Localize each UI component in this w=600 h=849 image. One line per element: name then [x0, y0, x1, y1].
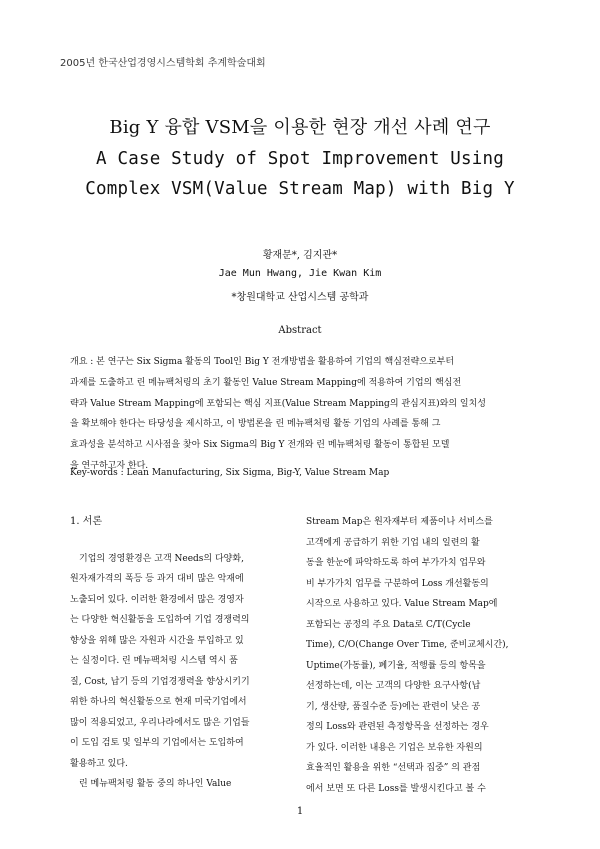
body-line: 에서 보면 또 다른 Loss를 발생시킨다고 볼 수 [306, 783, 486, 794]
body-line: 활용하고 있다. [70, 758, 128, 769]
body-line: 위한 하나의 혁신활동으로 현재 미국기업에서 [70, 697, 247, 707]
body-line: 비 부가가치 업무를 구분하여 Loss 개선활동의 [306, 578, 489, 589]
left-column [70, 512, 296, 795]
abstract-line: 과제를 도출하고 린 메뉴팩처링의 초기 활동인 Value Stream Mapping에 적용하여 기업의 핵심전 [70, 377, 462, 388]
body-line: 고객에게 공급하기 위한 기업 내의 일련의 활 [306, 537, 480, 548]
body-line: 많이 적용되었고, 우리나라에서도 많은 기업들 [70, 717, 250, 728]
body-line: 향상을 위해 많은 자원과 시간을 투입하고 있 [70, 635, 244, 646]
title-korean: Big Y 융합 VSM을 이용한 현장 개선 사례 연구 [109, 117, 491, 138]
abstract-heading: Abstract [278, 325, 322, 336]
affiliation: *창원대학교 산업시스템 공학과 [231, 292, 369, 303]
body-line: 린 메뉴팩처링 활동 중의 하나인 Value [70, 779, 232, 789]
body-line: 효율적인 활용을 위한 “선택과 집중” 의 관점 [306, 763, 481, 773]
body-line: 원자재가격의 폭등 등 과거 대비 많은 악재에 [70, 574, 244, 584]
right-column [306, 512, 532, 799]
body-line: Uptime(가동률), 폐기율, 적행률 등의 항목을 [306, 660, 486, 671]
body-line: 는 실정이다. 린 메뉴팩처링 시스템 역시 품 [70, 656, 238, 666]
abstract-line: 략과 Value Stream Mapping에 포함되는 핵심 지표(Value Stream Mapping의 관심지표)와의 일치성 [70, 398, 486, 409]
keywords: Key-words : Lean Manufacturing, Six Sigma, Big-Y, Value Stream Map [70, 468, 390, 478]
body-line: 정의 Loss와 관련된 측정항목을 선정하는 경우 [306, 722, 489, 732]
authors-korean: 황재문*, 김지관* [262, 250, 338, 261]
body-line: 동을 한눈에 파악하도록 하여 부가가치 업무와 [306, 558, 486, 568]
abstract-line: 을 연구하고자 한다. [70, 460, 149, 471]
body-line: 는 다양한 혁신활동을 도입하여 기업 경쟁력의 [70, 615, 250, 625]
body-line: 기업의 경영환경은 고객 Needs의 다양화, [70, 553, 244, 564]
title-english-line1: A Case Study of Spot Improvement Using [96, 149, 504, 169]
conference-header: 2005년 한국산업경영시스템학회 추계학술대회 [60, 58, 266, 69]
body-line: 노출되어 있다. 이러한 환경에서 많은 경영자 [70, 594, 244, 605]
title-english-line2: Complex VSM(Value Stream Map) with Big Y [85, 179, 515, 199]
authors-english: Jae Mun Hwang, Jie Kwan Kim [218, 268, 382, 279]
body-line: 포함되는 공정의 주요 Data로 C/T(Cycle [306, 619, 471, 630]
body-line: 가 있다. 이러한 내용은 기업은 보유한 자원의 [306, 742, 483, 753]
body-line: 선정하는데, 이는 고객의 다양한 요구사항(납 [306, 681, 481, 691]
body-line: 이 도입 검토 및 일부의 기업에서는 도입하여 [70, 738, 244, 748]
section-heading: 1. 서론 [70, 516, 103, 527]
body-line: 기, 생산량, 품질수준 등)에는 관련이 낮은 공 [306, 701, 481, 712]
abstract-line: 개요 : 본 연구는 Six Sigma 활동의 Tool인 Big Y 전개방법을 활용하여 기업의 핵심전략으로부터 [70, 357, 455, 367]
abstract-line: 효과성을 분석하고 시사점을 찾아 Six Sigma의 Big Y 전개와 린 메뉴팩처링 활동이 통합된 모델 [70, 440, 450, 451]
body-line: 질, Cost, 납기 등의 기업경쟁력을 향상시키기 [70, 676, 250, 687]
page-number: 1 [296, 806, 304, 817]
abstract-line: 을 확보해야 한다는 타당성을 제시하고, 이 방법론을 린 메뉴팩처링 활동 기업의 사례를 통해 그 [70, 419, 441, 430]
abstract-body [70, 352, 532, 477]
body-line: 시작으로 사용하고 있다. Value Stream Map에 [306, 599, 498, 609]
body-line: Stream Map은 원자재부터 제품이나 서비스를 [306, 517, 493, 527]
body-line: Time), C/O(Change Over Time, 준비교체시간), [306, 640, 509, 650]
